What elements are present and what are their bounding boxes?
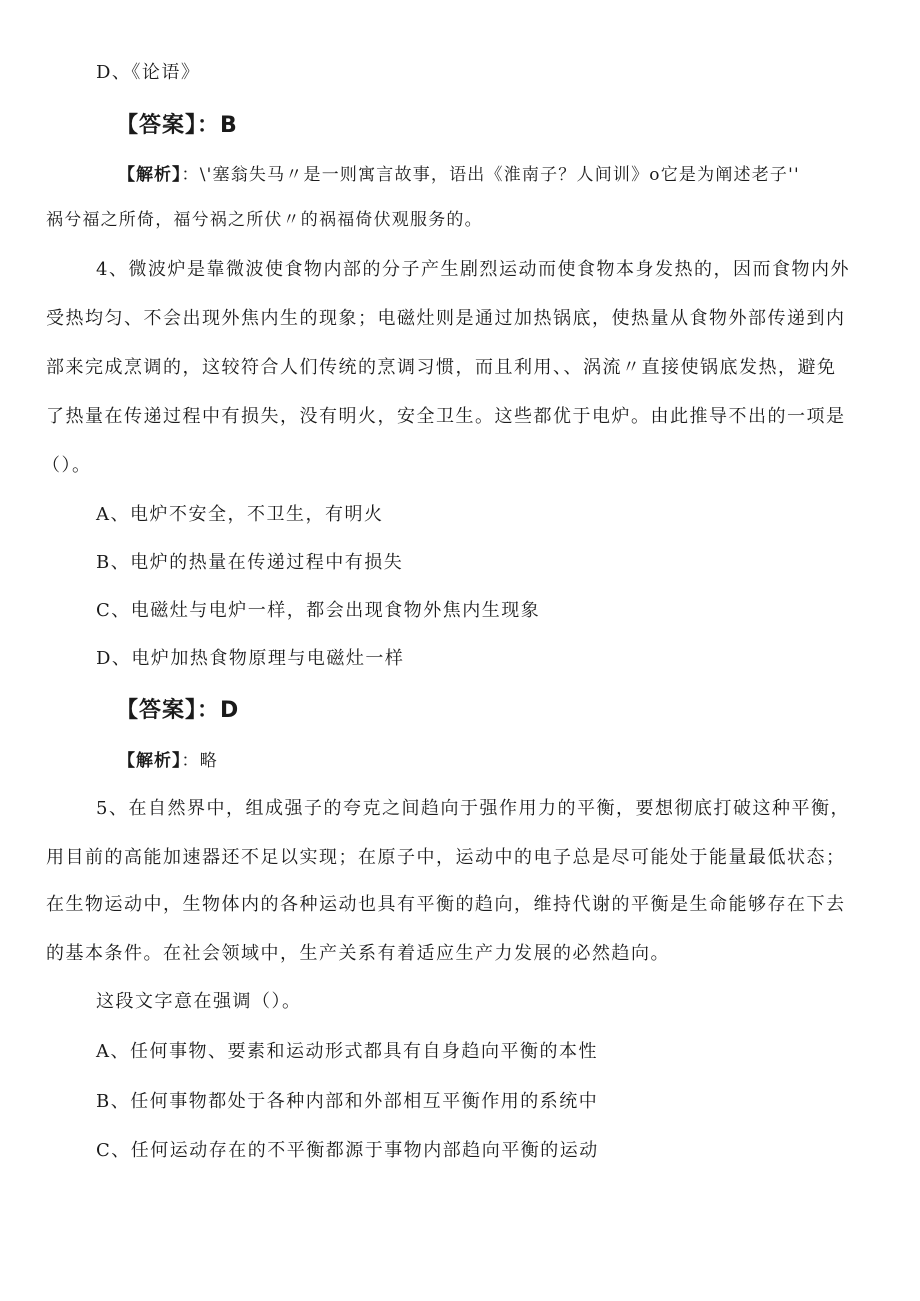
q4-answer (116, 699, 239, 723)
q5-stem-line: 用目前的高能加速器还不足以实现；在原子中，运动中的电子总是尽可能处于能量最低状态； (46, 847, 846, 868)
q4-stem-line: 部来完成烹调的，这较符合人们传统的烹调习惯，而且利用、、涡流〃直接使锅底发热，避免 (46, 357, 837, 378)
q4-stem-line: 4、微波炉是靠微波使食物内部的分子产生剧烈运动而使食物本身发热的，因而食物内外 (96, 259, 850, 280)
q4-option-c: C、电磁灶与电炉一样，都会出现食物外焦内生现象 (96, 600, 541, 621)
q5-stem-line: 5、在自然界中，组成强子的夸克之间趋向于强作用力的平衡，要想彻底打破这种平衡， (96, 798, 850, 819)
q3-analysis (118, 163, 800, 187)
analysis-label: 【解析】 (118, 165, 182, 185)
q3-answer (116, 114, 238, 138)
q4-option-a: A、电炉不安全，不卫生，有明火 (96, 504, 384, 525)
q4-stem-line: 受热均匀、不会出现外焦内生的现象；电磁灶则是通过加热锅底，使热量从食物外部传递到内 (46, 308, 846, 329)
q5-question: 这段文字意在强调（）。 (96, 991, 302, 1012)
q5-stem-line: 在生物运动中，生物体内的各种运动也具有平衡的趋向，维持代谢的平衡是生命能够存在下去 (46, 894, 846, 915)
q3-analysis-line-2: 祸兮福之所倚，福兮祸之所伏〃的祸福倚伏观服务的。 (46, 210, 483, 230)
answer-label: 【答案】 (116, 113, 198, 138)
q4-option-b: B、电炉的热量在传递过程中有损失 (96, 552, 404, 573)
answer-label: 【答案】 (116, 698, 198, 723)
q4-analysis (118, 749, 218, 773)
q4-stem-line: （）。 (42, 455, 92, 476)
q4-option-d: D、电炉加热食物原理与电磁灶一样 (96, 648, 405, 669)
answer-separator: ： (197, 698, 221, 723)
q4-stem-line: 了热量在传递过程中有损失，没有明火，安全卫生。这些都优于电炉。由此推导不出的一项是 (46, 406, 846, 427)
q5-option-c: C、任何运动存在的不平衡都源于事物内部趋向平衡的运动 (96, 1140, 599, 1161)
q5-option-a: A、任何事物、要素和运动形式都具有自身趋向平衡的本性 (96, 1041, 598, 1062)
q5-stem-line: 的基本条件。在社会领域中，生产关系有着适应生产力发展的必然趋向。 (46, 943, 670, 964)
answer-separator: ： (197, 113, 221, 138)
answer-value: D (220, 698, 240, 723)
analysis-label: 【解析】 (118, 751, 182, 771)
q3-option-d: D、《论语》 (96, 62, 201, 83)
q5-option-b: B、任何事物都处于各种内部和外部相互平衡作用的系统中 (96, 1091, 599, 1112)
analysis-text: ：略 (181, 751, 218, 771)
analysis-text: ：\'塞翁失马〃是一则寓言故事，语出《淮南子？人间训》o它是为阐述老子'' (181, 165, 800, 185)
answer-value: B (220, 113, 238, 138)
